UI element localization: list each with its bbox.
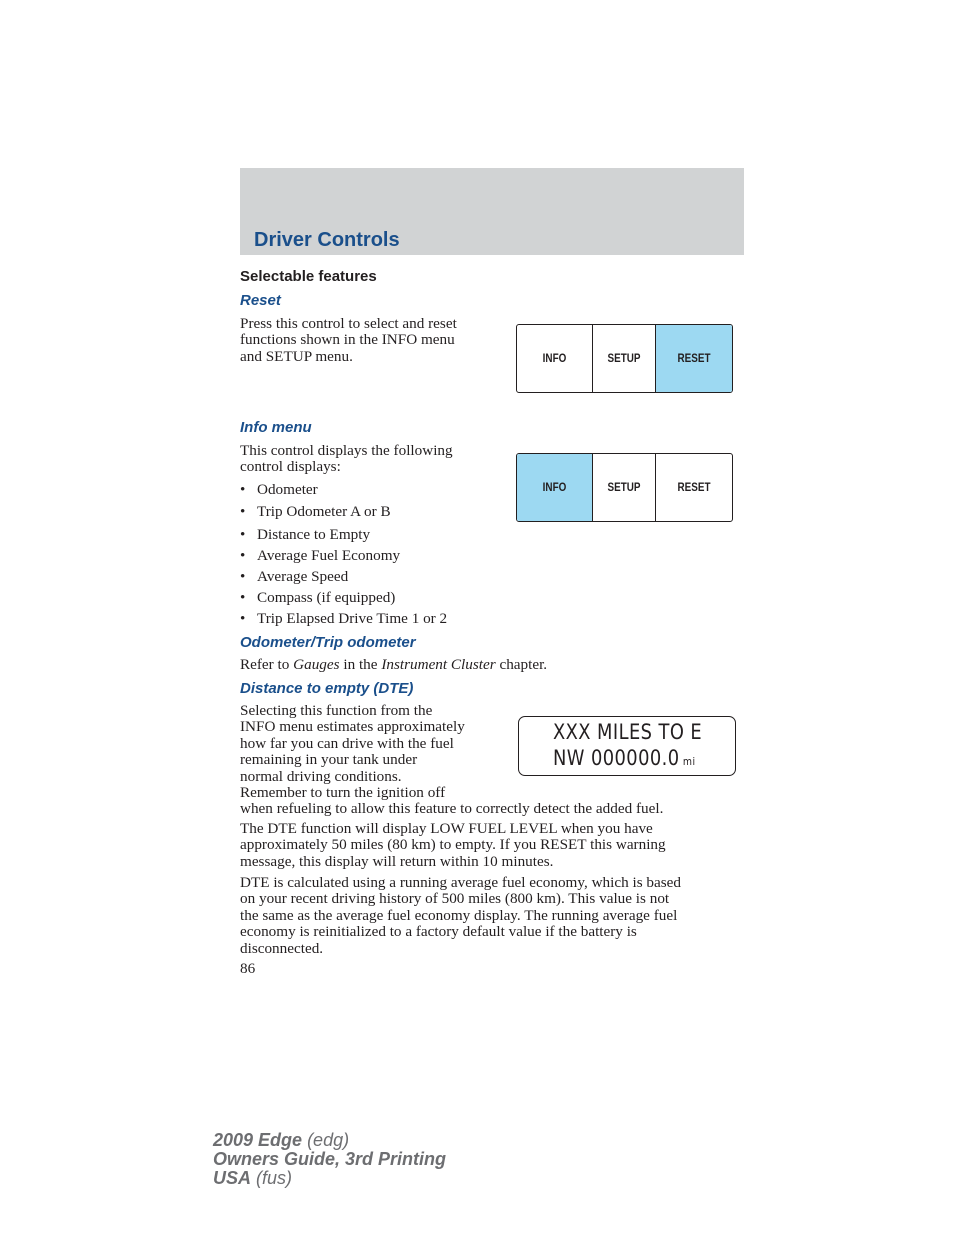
dte-display-figure: [518, 716, 736, 776]
display-line-1: XXX MILES TO E: [553, 720, 703, 744]
document-footer: [213, 1131, 446, 1188]
unit-label: mi: [682, 755, 696, 768]
text-line: when refueling to allow this feature to correctly detect the added fuel.: [240, 800, 664, 818]
setup-button-figure: [593, 454, 656, 521]
dte-calculation-paragraph: [240, 875, 681, 957]
info-button-label: INFO: [542, 352, 567, 365]
info-button-figure-highlighted: [517, 454, 593, 521]
reset-button-figure-highlighted: [656, 325, 732, 392]
list-item-text: Trip Odometer A or B: [257, 503, 391, 520]
instrument-cluster-reference: Instrument Cluster: [381, 656, 496, 673]
reset-button-label: RESET: [677, 481, 711, 494]
list-item-text: Trip Elapsed Drive Time 1 or 2: [257, 610, 448, 627]
footer-guide-line: [213, 1150, 446, 1169]
setup-button-figure: [593, 325, 656, 392]
reset-control-panel-figure: [516, 324, 733, 393]
text-line: economy is reinitialized to a factory default value if the battery is: [240, 923, 637, 941]
text-line: normal driving conditions.: [240, 767, 402, 785]
reset-description: [240, 316, 457, 365]
text-line: INFO menu estimates approximately: [240, 718, 465, 736]
section-title: Selectable features: [240, 268, 377, 285]
footer-region: USA: [213, 1168, 252, 1188]
list-item: • Average Fuel Economy: [240, 547, 401, 564]
odometer-description: [240, 657, 547, 673]
footer-region-line: [213, 1169, 446, 1188]
list-item: • Odometer: [240, 481, 318, 498]
list-item-text: Odometer: [257, 481, 318, 498]
list-item-text: Average Fuel Economy: [257, 547, 401, 564]
info-button-figure: [517, 325, 593, 392]
list-item: • Compass (if equipped): [240, 589, 396, 606]
dte-low-fuel-paragraph: [240, 821, 666, 870]
list-item: • Trip Odometer A or B: [240, 503, 391, 520]
text-fragment: chapter.: [495, 656, 548, 673]
info-menu-heading: Info menu: [240, 419, 312, 436]
reset-heading: Reset: [240, 292, 281, 309]
text-fragment: Refer to: [240, 656, 294, 673]
odometer-readout: NW 000000.0: [553, 746, 680, 770]
footer-region-code: (fus): [251, 1168, 293, 1188]
text-line: The DTE function will display LOW FUEL LEVEL when you have: [240, 820, 653, 837]
section-header-band: [240, 168, 744, 255]
text-line: remaining in your tank under: [240, 751, 418, 769]
list-item-text: Distance to Empty: [257, 526, 371, 543]
text-line: This control displays the following: [240, 442, 453, 459]
text-line: message, this display will return within 10 minutes.: [240, 852, 554, 870]
odometer-heading: Odometer/Trip odometer: [240, 634, 416, 651]
list-item: • Trip Elapsed Drive Time 1 or 2: [240, 610, 448, 627]
text-line: control displays:: [240, 458, 341, 476]
text-line: Remember to turn the ignition off: [240, 784, 446, 802]
display-line-2: [553, 746, 695, 770]
list-item: • Average Speed: [240, 568, 349, 585]
text-line: on your recent driving history of 500 miles (800 km). This value is not: [240, 890, 670, 908]
text-fragment: in the: [339, 656, 382, 673]
reset-button-figure: [656, 454, 732, 521]
text-line: functions shown in the INFO menu: [240, 331, 455, 349]
text-line: Selecting this function from the: [240, 702, 433, 719]
text-line: disconnected.: [240, 939, 324, 957]
info-control-panel-figure: [516, 453, 733, 522]
reset-button-label: RESET: [677, 352, 711, 365]
info-button-label: INFO: [542, 481, 567, 494]
text-line: and SETUP menu.: [240, 347, 353, 365]
list-item-text: Average Speed: [257, 568, 349, 585]
footer-guide: Owners Guide, 3rd Printing: [213, 1149, 447, 1169]
footer-model: 2009 Edge: [213, 1130, 303, 1150]
chapter-title: Driver Controls: [254, 229, 400, 251]
text-line: the same as the average fuel economy display. The running average fuel: [240, 906, 678, 924]
setup-button-label: SETUP: [607, 352, 641, 365]
text-line: Press this control to select and reset: [240, 315, 457, 332]
footer-model-code: (edg): [302, 1130, 350, 1150]
setup-button-label: SETUP: [607, 481, 641, 494]
text-line: DTE is calculated using a running average fuel economy, which is based: [240, 874, 681, 891]
dte-heading: Distance to empty (DTE): [240, 680, 414, 697]
text-line: approximately 50 miles (80 km) to empty. If you RESET this warning: [240, 836, 666, 854]
list-item-text: Compass (if equipped): [257, 589, 396, 606]
text-line: how far you can drive with the fuel: [240, 734, 454, 752]
gauges-reference: Gauges: [293, 656, 340, 673]
info-menu-description: [240, 443, 453, 476]
page-number: 86: [240, 960, 256, 977]
footer-model-line: [213, 1131, 446, 1150]
list-item: • Distance to Empty: [240, 526, 371, 543]
